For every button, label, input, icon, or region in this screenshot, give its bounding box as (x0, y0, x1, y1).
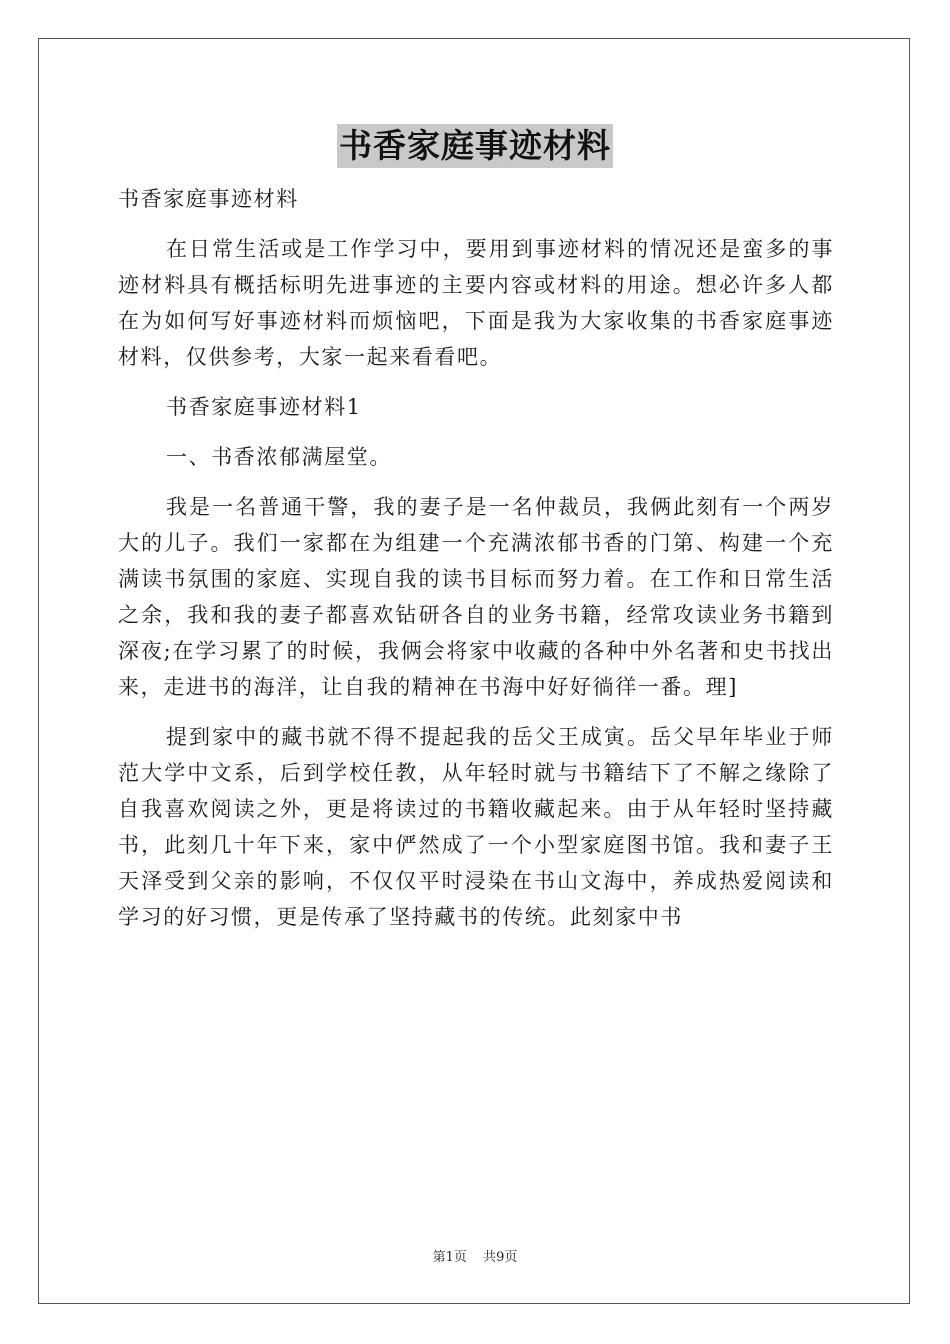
paragraph-intro: 在日常生活或是工作学习中，要用到事迹材料的情况还是蛮多的事迹材料具有概括标明先进事迹的主要内容或材料的用途。想必许多人都在为如何写好事迹材料而烦恼吧，下面是我为大家收集的书香家庭事迹材料，仅供参考，大家一起来看看吧。 (118, 237, 834, 369)
paragraph-subheading: 一、书香浓郁满屋堂。 (166, 445, 392, 469)
page-number: 第1页 (432, 1250, 467, 1265)
paragraph-section-heading: 书香家庭事迹材料1 (166, 395, 362, 419)
page-footer (0, 1246, 950, 1265)
title-container (0, 124, 950, 168)
paragraph-body-2: 提到家中的藏书就不得不提起我的岳父王成寅。岳父早年毕业于师范大学中文系，后到学校任教，从年轻时就与书籍结下了不解之缘除了自我喜欢阅读之外，更是将读过的书籍收藏起来。由于从年轻时坚持藏书，此刻几十年下来，家中俨然成了一个小型家庭图书馆。我和妻子王天泽受到父亲的影响，不仅仅平时浸染在书山文海中，养成热爱阅读和学习的好习惯，更是传承了坚持藏书的传统。此刻家中书 (118, 725, 834, 929)
page-total: 共9页 (483, 1250, 518, 1265)
document-title: 书香家庭事迹材料 (337, 124, 613, 168)
paragraph-subtitle: 书香家庭事迹材料 (118, 187, 299, 211)
paragraph-body-1: 我是一名普通干警，我的妻子是一名仲裁员，我俩此刻有一个两岁大的儿子。我们一家都在为组建一个充满浓郁书香的门第、构建一个充满读书氛围的家庭、实现自我的读书目标而努力着。在工作和日常生活之余，我和我的妻子都喜欢钻研各自的业务书籍，经常攻读业务书籍到深夜;在学习累了的时候，我俩会将家中收藏的各种中外名著和史书找出来，走进书的海洋，让自我的精神在书海中好好徜徉一番。理] (118, 495, 834, 699)
document-body (118, 181, 834, 949)
